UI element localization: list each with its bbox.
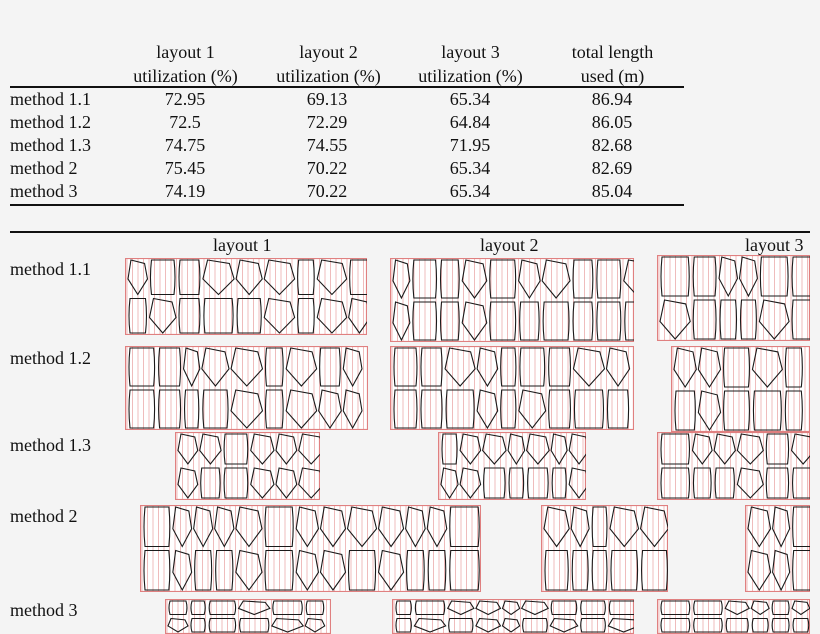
- header-layout3: [403, 40, 538, 88]
- fabric-background: [140, 505, 481, 592]
- figure-row-label-method-3: method 3: [10, 600, 78, 620]
- figure-column-title-layout3: layout 3: [745, 235, 804, 255]
- cell-total-length: 86.94: [591, 89, 633, 109]
- figure-row-label-method-1-1: method 1.1: [10, 259, 91, 279]
- fabric-background: [745, 505, 810, 592]
- layout-image-method-1-1-layout-2: [390, 258, 634, 342]
- cell-layout1: 74.75: [164, 135, 206, 155]
- layout-image-method-1-1-layout-3: [657, 255, 810, 341]
- cell-layout2: 70.22: [306, 181, 348, 201]
- layout-image-method-1-3-layout-3: [657, 432, 810, 500]
- cell-layout2: 69.13: [306, 89, 348, 109]
- cell-layout3: 65.34: [449, 181, 491, 201]
- cell-total-length: 85.04: [591, 181, 633, 201]
- row-label: method 1.3: [10, 135, 91, 155]
- layout-image-method-1-3-layout-1: [175, 432, 320, 500]
- layout-image-method-3-layout-2: [392, 599, 634, 634]
- figure-column-title-layout1: layout 1: [213, 235, 272, 255]
- fabric-background: [438, 432, 586, 500]
- layout-image-method-2-layout-3: [745, 505, 810, 592]
- fabric-background: [657, 255, 810, 341]
- header-layout2-line1: layout 2: [299, 42, 358, 62]
- row-label: method 1.2: [10, 112, 91, 132]
- cell-layout1: 75.45: [164, 158, 206, 178]
- layout-image-method-1-2-layout-2: [390, 346, 634, 430]
- fabric-background: [541, 505, 668, 592]
- header-total-line2: used (m): [580, 66, 645, 86]
- figure-column-title-layout2: layout 2: [480, 235, 539, 255]
- layout-image-method-3-layout-3: [657, 599, 810, 634]
- cell-layout2: 72.29: [306, 112, 348, 132]
- layout-image-method-1-1-layout-1: [125, 258, 367, 335]
- cell-layout2: 70.22: [306, 158, 348, 178]
- header-layout3-line1: layout 3: [441, 42, 500, 62]
- layout-image-method-2-layout-2: [541, 505, 668, 592]
- cell-total-length: 82.69: [591, 158, 633, 178]
- cell-layout3: 64.84: [449, 112, 491, 132]
- figure-row-label-method-2: method 2: [10, 506, 78, 526]
- table-bottom-rule: [10, 204, 684, 206]
- layout-image-method-3-layout-1: [165, 599, 331, 634]
- header-layout2: [261, 40, 396, 88]
- header-layout1-line2: utilization (%): [133, 66, 238, 86]
- cell-layout1: 72.5: [169, 112, 201, 132]
- header-layout2-line2: utilization (%): [276, 66, 381, 86]
- header-total-line1: total length: [571, 42, 654, 62]
- cell-layout3: 71.95: [449, 135, 491, 155]
- cell-layout1: 72.95: [164, 89, 206, 109]
- cell-layout3: 65.34: [449, 158, 491, 178]
- header-layout1-line1: layout 1: [156, 42, 215, 62]
- fabric-background: [657, 599, 810, 634]
- cell-layout3: 65.34: [449, 89, 491, 109]
- header-layout3-line2: utilization (%): [418, 66, 523, 86]
- row-label: method 3: [10, 181, 78, 201]
- cell-layout2: 74.55: [306, 135, 348, 155]
- cell-total-length: 86.05: [591, 112, 633, 132]
- layout-image-method-1-2-layout-3: [671, 346, 810, 432]
- fabric-background: [390, 346, 634, 430]
- layout-image-method-1-2-layout-1: [125, 346, 368, 430]
- figure-top-rule: [10, 231, 810, 233]
- row-label: method 2: [10, 158, 78, 178]
- header-layout1: [118, 40, 253, 88]
- header-total-length: [545, 40, 680, 88]
- figure-row-label-method-1-2: method 1.2: [10, 348, 91, 368]
- layout-image-method-1-3-layout-2: [438, 432, 586, 500]
- cell-total-length: 82.68: [591, 135, 633, 155]
- fabric-background: [671, 346, 810, 432]
- figure-row-label-method-1-3: method 1.3: [10, 435, 91, 455]
- fabric-background: [125, 346, 368, 430]
- layout-image-method-2-layout-1: [140, 505, 481, 592]
- cell-layout1: 74.19: [164, 181, 206, 201]
- row-label: method 1.1: [10, 89, 91, 109]
